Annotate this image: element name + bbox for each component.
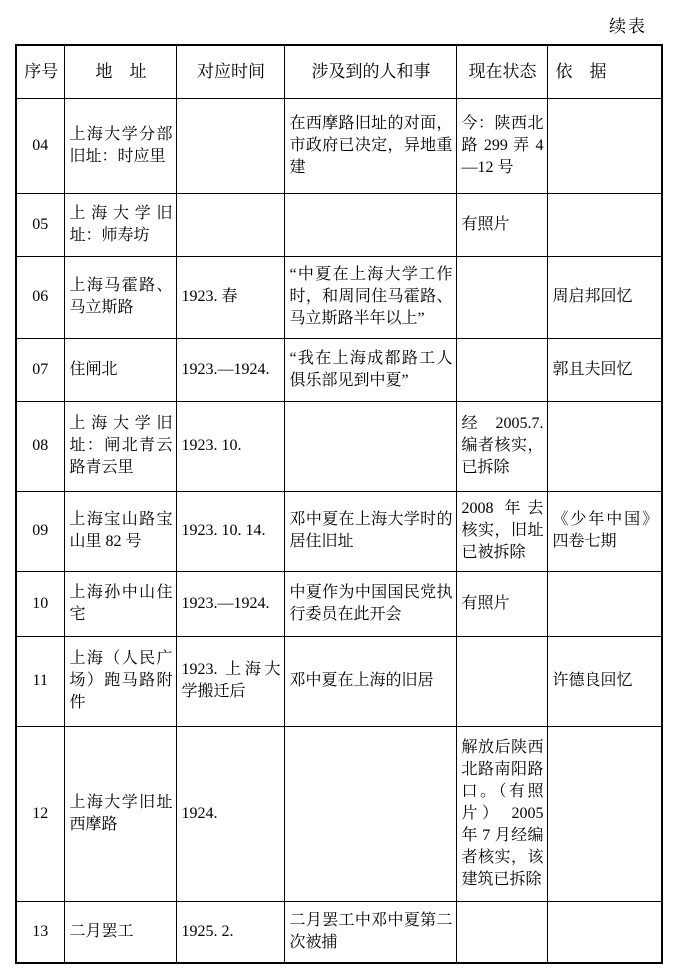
table-row (16, 901, 662, 963)
table-row (16, 256, 662, 338)
cell-current-status: 有照片 (456, 193, 547, 256)
cell-serial-number: 05 (16, 193, 64, 256)
cell-people-events: 邓中夏在上海的旧居 (284, 636, 456, 726)
cell-current-status: 2008 年去核实，旧址已被拆除 (456, 491, 547, 571)
cell-people-events: 邓中夏在上海大学时的居住旧址 (284, 491, 456, 571)
cell-serial-number: 06 (16, 256, 64, 338)
cell-basis: 周启邦回忆 (547, 256, 662, 338)
cell-basis (547, 726, 662, 901)
cell-time: 1923.—1924. (176, 571, 284, 636)
cell-address: 上海孙中山住宅 (64, 571, 176, 636)
cell-serial-number: 07 (16, 338, 64, 401)
cell-address: 二月罢工 (64, 901, 176, 963)
cell-address: 上海大学旧址：闸北青云路青云里 (64, 401, 176, 491)
cell-basis (547, 901, 662, 963)
cell-people-events: 在西摩路旧址的对面，市政府已决定，异地重建 (284, 98, 456, 193)
cell-current-status: 经 2005.7. 编者核实，已拆除 (456, 401, 547, 491)
cell-time: 1924. (176, 726, 284, 901)
cell-current-status (456, 338, 547, 401)
cell-people-events (284, 726, 456, 901)
cell-current-status (456, 636, 547, 726)
cell-basis: 郭且夫回忆 (547, 338, 662, 401)
cell-time: 1923. 10. (176, 401, 284, 491)
table-row (16, 491, 662, 571)
table-row (16, 636, 662, 726)
cell-address: 上海马霍路、马立斯路 (64, 256, 176, 338)
cell-people-events: 二月罢工中邓中夏第二次被捕 (284, 901, 456, 963)
cell-people-events (284, 401, 456, 491)
cell-current-status: 有照片 (456, 571, 547, 636)
table-row (16, 98, 662, 193)
cell-serial-number: 12 (16, 726, 64, 901)
cell-address: 上海宝山路宝山里 82 号 (64, 491, 176, 571)
header-current-status: 现在状态 (456, 45, 547, 98)
cell-serial-number: 08 (16, 401, 64, 491)
cell-time: 1923.—1924. (176, 338, 284, 401)
continued-table-label: 续表 (609, 17, 647, 36)
cell-time: 1923. 10. 14. (176, 491, 284, 571)
cell-address: 上海大学旧址西摩路 (64, 726, 176, 901)
cell-people-events: “我在上海成都路工人俱乐部见到中夏” (284, 338, 456, 401)
cell-address: 上海（人民广场）跑马路附件 (64, 636, 176, 726)
cell-current-status: 今：陕西北路 299 弄 4—12 号 (456, 98, 547, 193)
cell-people-events: “中夏在上海大学工作时，和周同住马霍路、马立斯路半年以上” (284, 256, 456, 338)
header-time: 对应时间 (176, 45, 284, 98)
header-serial-number: 序号 (16, 45, 64, 98)
cell-people-events: 中夏作为中国国民党执行委员在此开会 (284, 571, 456, 636)
cell-serial-number: 09 (16, 491, 64, 571)
table-row (16, 726, 662, 901)
cell-serial-number: 10 (16, 571, 64, 636)
header-basis: 依 据 (547, 45, 662, 98)
header-address: 地 址 (64, 45, 176, 98)
cell-current-status (456, 256, 547, 338)
cell-basis: 《少年中国》四卷七期 (547, 491, 662, 571)
cell-address: 住闸北 (64, 338, 176, 401)
cell-time: 1925. 2. (176, 901, 284, 963)
table-row (16, 338, 662, 401)
cell-time (176, 193, 284, 256)
table-header-row (16, 45, 662, 98)
table-row (16, 401, 662, 491)
cell-current-status: 解放后陕西北路南阳路口。（有照片） 2005 年 7 月经编者核实，该建筑已拆除 (456, 726, 547, 901)
table-row (16, 571, 662, 636)
cell-serial-number: 11 (16, 636, 64, 726)
cell-current-status (456, 901, 547, 963)
cell-address: 上海大学旧址：师寿坊 (64, 193, 176, 256)
table-body (16, 98, 662, 963)
cell-time (176, 98, 284, 193)
cell-address: 上海大学分部旧址：时应里 (64, 98, 176, 193)
cell-basis (547, 193, 662, 256)
cell-time: 1923. 春 (176, 256, 284, 338)
cell-basis (547, 401, 662, 491)
table-row (16, 193, 662, 256)
cell-serial-number: 13 (16, 901, 64, 963)
cell-time: 1923. 上海大学搬迁后 (176, 636, 284, 726)
header-people-events: 涉及到的人和事 (284, 45, 456, 98)
cell-serial-number: 04 (16, 98, 64, 193)
cell-basis (547, 98, 662, 193)
cell-people-events (284, 193, 456, 256)
cell-basis (547, 571, 662, 636)
residence-table (15, 44, 663, 964)
cell-basis: 许德良回忆 (547, 636, 662, 726)
